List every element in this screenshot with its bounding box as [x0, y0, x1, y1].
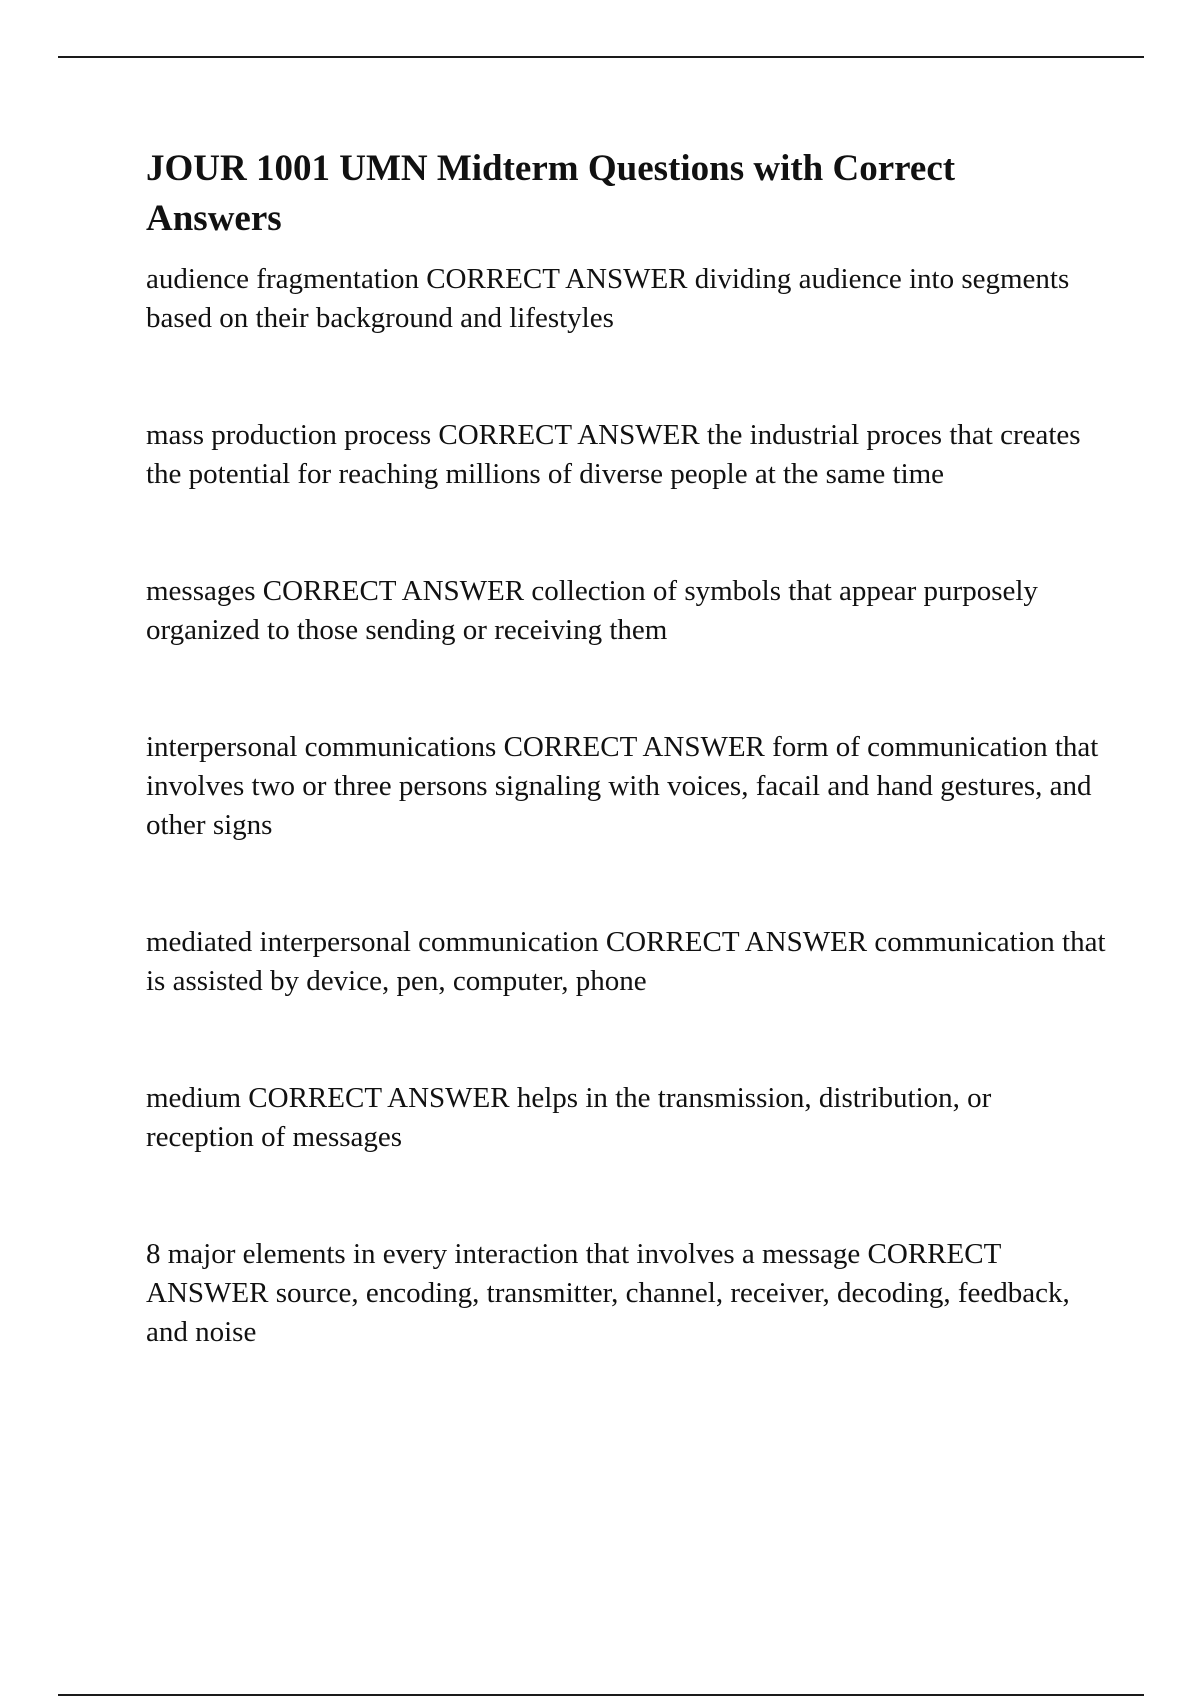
bottom-rule [58, 1694, 1144, 1696]
document-body [146, 144, 1106, 1430]
qa-entry: interpersonal communications CORRECT ANSWER form of communication that involves two or three persons signaling with voices, facail and hand gestures, and other signs [146, 731, 1099, 841]
qa-entry: audience fragmentation CORRECT ANSWER dividing audience into segments based on their background and lifestyles [146, 263, 1070, 334]
qa-entry: mass production process CORRECT ANSWER the industrial proces that creates the potential for reaching millions of diverse people at the same time [146, 419, 1081, 490]
qa-entry: medium CORRECT ANSWER helps in the transmission, distribution, or reception of messages [146, 1082, 992, 1153]
document-title: JOUR 1001 UMN Midterm Questions with Correct Answers [146, 148, 956, 239]
qa-entry: mediated interpersonal communication CORRECT ANSWER communication that is assisted by device, pen, computer, phone [146, 926, 1106, 997]
qa-entry: messages CORRECT ANSWER collection of symbols that appear purposely organized to those sending or receiving them [146, 575, 1038, 646]
qa-entry: 8 major elements in every interaction that involves a message CORRECT ANSWER source, encoding, transmitter, channel, receiver, decoding, feedback, and noise [146, 1238, 1070, 1348]
top-rule [58, 56, 1144, 58]
